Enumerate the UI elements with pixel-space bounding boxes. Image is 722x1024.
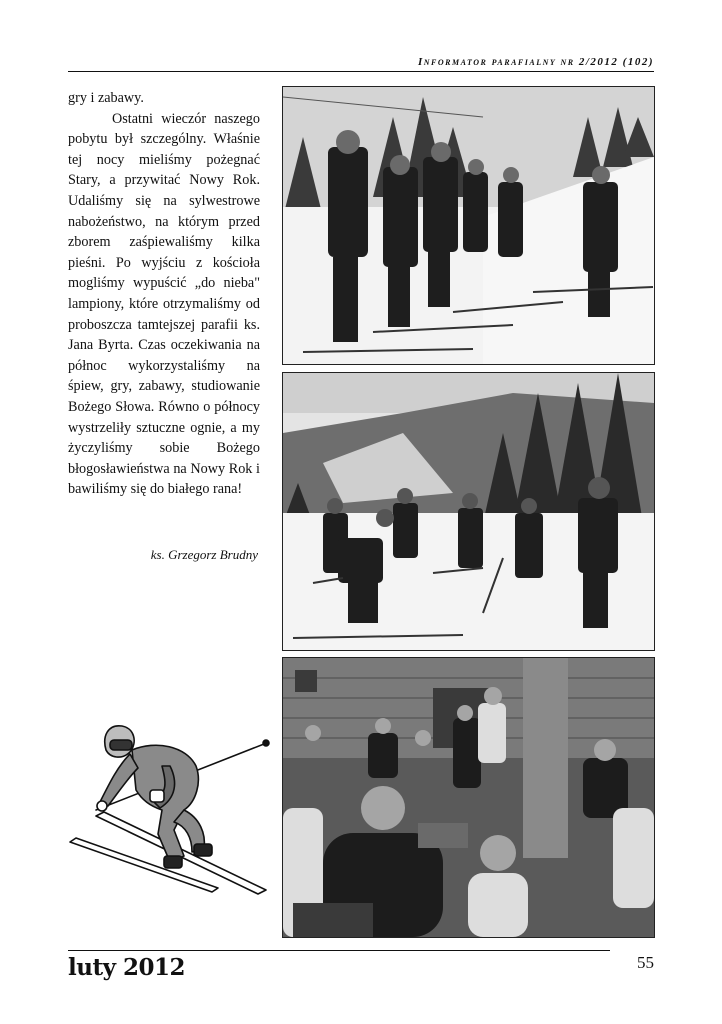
header-rule bbox=[68, 71, 654, 72]
photo-skiers-group bbox=[282, 86, 655, 365]
footer-issue-date: luty 2012 bbox=[68, 954, 185, 981]
article-text bbox=[68, 88, 260, 500]
footer-rule bbox=[68, 950, 610, 951]
photo-indoor-gathering bbox=[282, 657, 655, 938]
page-header-title: Informator parafialny nr 2/2012 (102) bbox=[417, 56, 654, 68]
article-author: ks. Grzegorz Brudny bbox=[150, 547, 258, 562]
article-opening-line: gry i zabawy. bbox=[68, 90, 144, 106]
article-paragraph: Ostatni wieczór naszego pobytu był szczególny. Właśnie tej nocy mieliśmy pożegnać Stary, a przywitać Nowy Rok. Udaliśmy się na sylwestrowe nabożeństwo, na którym przed zborem zaśpiewaliśmy kilka pieśni. Po wyjściu z kościoła mogliśmy wypuścić „do nieba" lampiony, które otrzymaliśmy od proboszcza tamtejszej parafii ks. Jana Byrta. Czas oczekiwania na północ wykorzystaliśmy na śpiew, gry, zabawy, studiowanie Bożego Słowa. Równo o północy wystrzeliły sztuczne ognie, a my życzyliśmy sobie Bożego błogosławieństwa na Nowy Rok i bawiliśmy się do białego rana! bbox=[68, 110, 260, 498]
photo-skiers-mountains bbox=[282, 372, 655, 651]
skier-illustration bbox=[66, 706, 272, 900]
page-number: 55 bbox=[637, 953, 654, 972]
